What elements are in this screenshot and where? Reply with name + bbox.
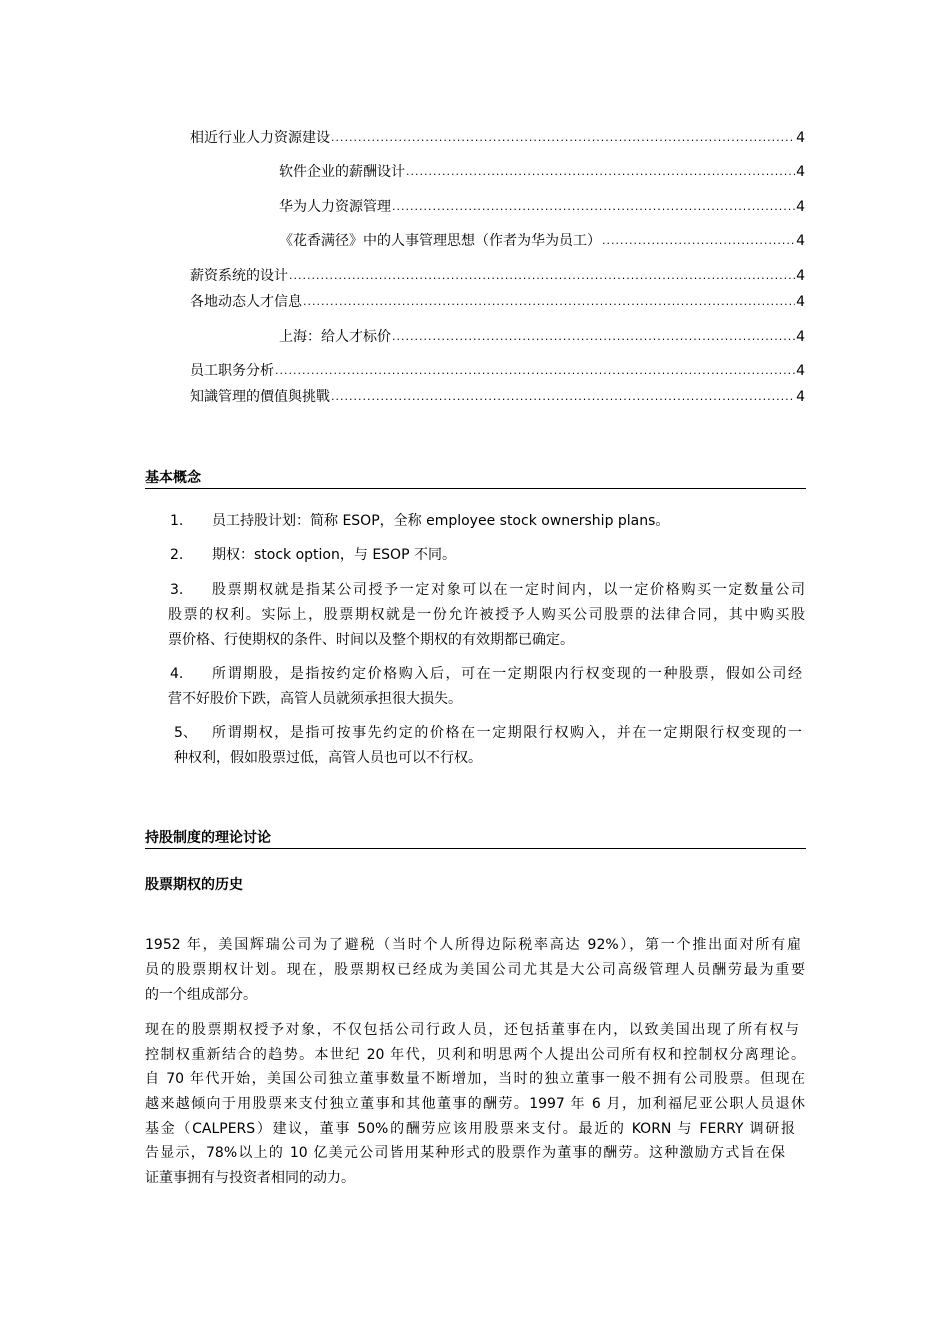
subsection-heading-history: 股票期权的历史 [145, 877, 243, 893]
list-text: 期权：stock option，与 ESOP 不同。 [212, 547, 456, 563]
toc-entry[interactable] [0, 292, 805, 312]
toc-title: 上海：给人才标价 [279, 329, 391, 345]
toc-entry[interactable] [0, 361, 805, 381]
toc-page: 4 [796, 363, 805, 379]
toc-entry[interactable] [0, 162, 805, 182]
toc-leader [392, 327, 795, 347]
toc-title: 相近行业人力资源建设 [190, 130, 330, 146]
section-heading-theory: 持股制度的理论讨论 [145, 828, 806, 849]
toc-entry[interactable] [0, 327, 805, 347]
toc-title: 知識管理的價值與挑戰 [190, 389, 330, 405]
toc-leader [331, 387, 795, 407]
toc-title: 华为人力资源管理 [279, 199, 391, 215]
list-text: 所谓期股，是指按约定价格购入后，可在一定期限内行权变现的一种股票，假如公司经 [212, 666, 802, 682]
list-text: 种权利，假如股票过低，高管人员也可以不行权。 [174, 750, 482, 766]
toc-leader [303, 292, 795, 312]
toc-entry[interactable] [0, 266, 805, 286]
list-text: 股票的权利。实际上，股票期权就是一份允许被授予人购买公司股票的法律合同，其中购买股 [168, 607, 805, 623]
toc-page: 4 [796, 199, 805, 215]
toc-page: 4 [796, 268, 805, 284]
paragraph-line: 控制权重新结合的趋势。本世纪 20 年代，贝利和明思两个人提出公司所有权和控制权分离理论。 [145, 1047, 805, 1063]
toc-title: 软件企业的薪酬设计 [279, 164, 405, 180]
toc-entry[interactable] [0, 128, 805, 148]
toc-title: 薪资系统的设计 [190, 268, 288, 284]
list-text: 营不好股价下跌，高管人员就须承担很大损失。 [168, 691, 462, 707]
toc-leader [275, 361, 795, 381]
list-text: 股票期权就是指某公司授予一定对象可以在一定时间内，以一定价格购买一定数量公司 [212, 582, 805, 598]
toc-page: 4 [796, 130, 805, 146]
toc-page: 4 [796, 329, 805, 345]
toc-leader [406, 162, 795, 182]
toc-entry[interactable] [0, 231, 805, 251]
list-number: 2. [170, 547, 184, 563]
toc-entry[interactable] [0, 387, 805, 407]
toc-page: 4 [796, 233, 805, 249]
list-text: 票价格、行使期权的条件、时间以及整个期权的有效期都已确定。 [168, 632, 574, 648]
section-heading-basic-concepts: 基本概念 [145, 468, 806, 489]
list-text: 所谓期权，是指可按事先约定的价格在一定期限行权购入，并在一定期限行权变现的一 [212, 725, 802, 741]
list-number: 4. [170, 666, 184, 682]
toc-page: 4 [796, 389, 805, 405]
paragraph-line: 现在的股票期权授予对象，不仅包括公司行政人员，还包括董事在内，以致美国出现了所有权与 [145, 1022, 799, 1038]
list-text: 员工持股计划：简称 ESOP，全称 employee stock ownership plans。 [212, 513, 670, 529]
toc-title: 《花香满径》中的人事管理思想（作者为华为员工） [279, 233, 601, 249]
paragraph-line: 1952 年，美国辉瑞公司为了避税（当时个人所得边际税率高达 92%），第一个推出面对所有雇 [145, 937, 801, 953]
paragraph-line: 基金（CALPERS）建议，董事 50%的酬劳应该用股票来支付。最近的 KORN 与 FERRY 调研报 [145, 1121, 795, 1137]
toc-leader [602, 231, 795, 251]
toc-leader [289, 266, 795, 286]
paragraph-line: 证董事拥有与投资者相同的动力。 [145, 1170, 355, 1186]
paragraph-line: 告显示，78%以上的 10 亿美元公司皆用某种形式的股票作为董事的酬劳。这种激励方式旨在保 [145, 1145, 785, 1161]
paragraph-line: 的一个组成部分。 [145, 987, 257, 1003]
toc-leader [392, 197, 795, 217]
toc-title: 各地动态人才信息 [190, 294, 302, 310]
paragraph-line: 员的股票期权计划。现在，股票期权已经成为美国公司尤其是大公司高级管理人员酬劳最为重要 [145, 962, 805, 978]
list-number: 3. [170, 582, 184, 598]
list-number: 1. [170, 513, 184, 529]
toc-title: 员工职务分析 [190, 363, 274, 379]
toc-page: 4 [796, 164, 805, 180]
toc-page: 4 [796, 294, 805, 310]
toc-leader [331, 128, 795, 148]
toc-entry[interactable] [0, 197, 805, 217]
list-number: 5、 [174, 725, 197, 741]
paragraph-line: 越来越倾向于用股票来支付独立董事和其他董事的酬劳。1997 年 6 月，加利福尼亚公职人员退休 [145, 1096, 805, 1112]
paragraph-line: 自 70 年代开始，美国公司独立董事数量不断增加，当时的独立董事一般不拥有公司股票。但现在 [145, 1071, 805, 1087]
